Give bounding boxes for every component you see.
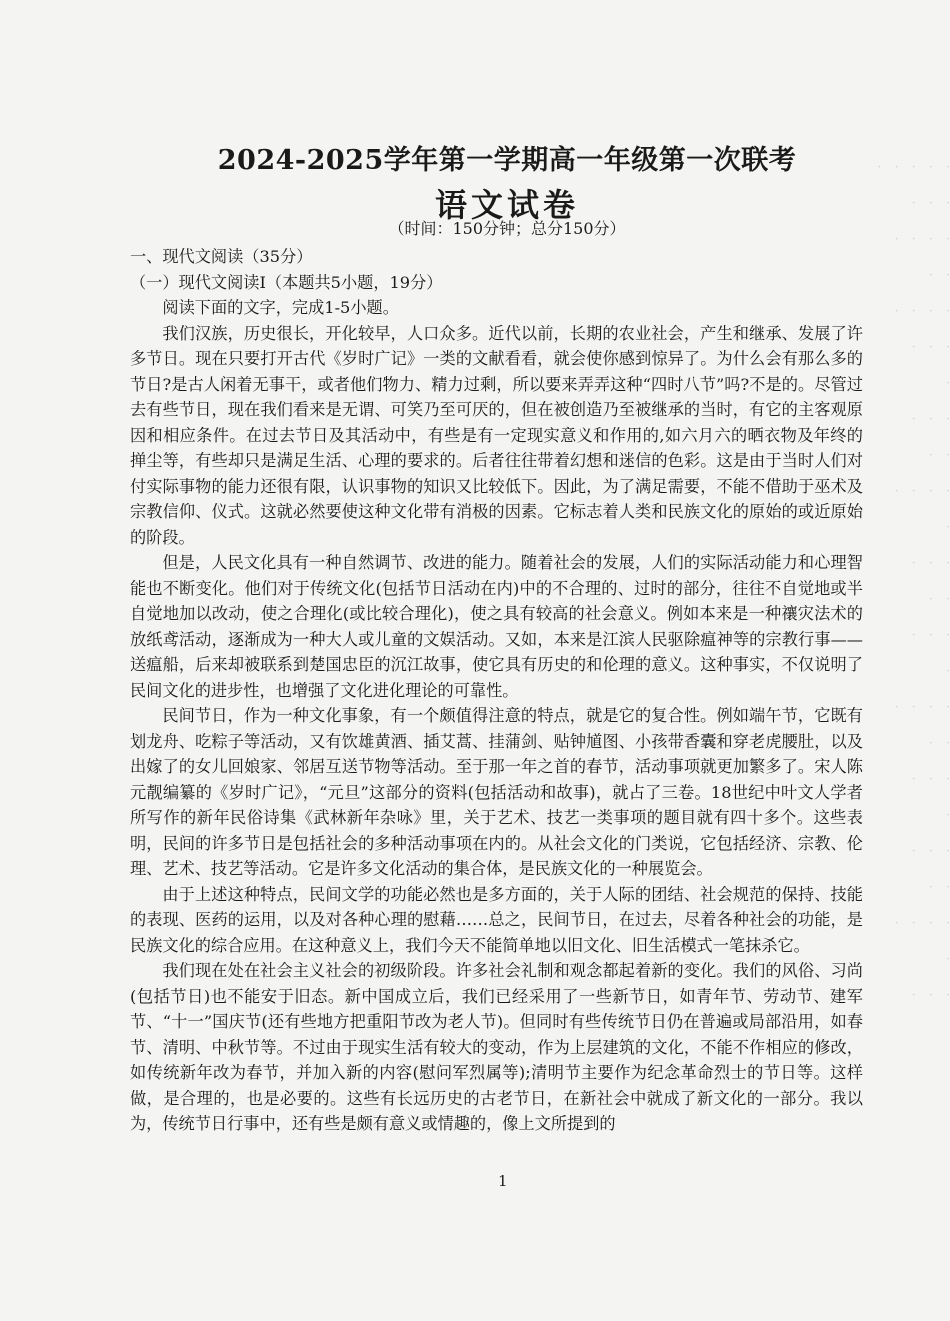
exam-title: 2024-2025学年第一学期高一年级第一次联考 xyxy=(217,145,797,176)
section-subheading: （一）现代文阅读Ⅰ（本题共5小题，19分） xyxy=(130,272,443,292)
exam-time-score: （时间：150分钟；总分150分） xyxy=(388,219,626,238)
passage-paragraph-2: 但是，人民文化具有一种自然调节、改进的能力。随着社会的发展，人们的实际活动能力和心理智能也不断变化。他们对于传统文化(包括节日活动在内)中的不合理的、过时的部分，往往不自觉地或半自觉地加以改动，使之合理化(或比较合理化)，使之具有较高的社会意义。例如本来是一种禳灾法术的放纸鸢活动，逐渐成为一种大人或儿童的文娱活动。又如，本来是江滨人民驱除瘟神等的宗教行事——送瘟船，后来却被联系到楚国忠臣的沉江故事，使它具有历史的和伦理的意义。这种事实，不仅说明了民间文化的进步性，也增强了文化进化理论的可靠性。 xyxy=(130,553,863,700)
exam-content xyxy=(130,244,863,1137)
page-number: 1 xyxy=(498,1172,508,1190)
passage-paragraph-3: 民间节日，作为一种文化事象，有一个颇值得注意的特点，就是它的复合性。例如端午节，它既有划龙舟、吃粽子等活动，又有饮雄黄酒、插艾蒿、挂蒲剑、贴钟馗图、小孩带香囊和穿老虎腰肚，以及出嫁了的女儿回娘家、邻居互送节物等活动。至于那一年之首的春节，活动事项就更加繁多了。宋人陈元靓编纂的《岁时广记》，“元旦”这部分的资料(包括活动和故事)，就占了三卷。18世纪中叶文人学者所写作的新年民俗诗集《武林新年杂咏》里，关于艺术、技艺一类事项的题目就有四十多个。这些表明，民间的许多节日是包括社会的多种活动事项在内的。从社会文化的门类说，它包括经济、宗教、伦理、艺术、技艺等活动。它是许多文化活动的集合体，是民族文化的一种展览会。 xyxy=(130,706,863,878)
section-heading: 一、现代文阅读（35分） xyxy=(130,247,313,266)
bleed-through-text: · · · · · · · · · · · · · · · · · · · · · · · · · · · · · · · · · · · · · · · · · · · · · · · · · · · · · · · · · · · · · · · · xyxy=(877,160,950,1003)
passage-paragraph-5: 我们现在处在社会主义社会的初级阶段。许多社会礼制和观念都起着新的变化。我们的风俗、习尚(包括节日)也不能安于旧态。新中国成立后，我们已经采用了一些新节日，如青年节、劳动节、建军节、“十一”国庆节(还有些地方把重阳节改为老人节)。但同时有些传统节日仍在普遍或局部沿用，如春节、清明、中秋节等。不过由于现实生活有较大的变动，作为上层建筑的文化，不能不作相应的修改，如传统新年改为春节，并加入新的内容(慰问军烈属等);清明节主要作为纪念革命烈士的节日等。这样做，是合理的，也是必要的。这些有长远历史的古老节日，在新社会中就成了新文化的一部分。我以为，传统节日行事中，还有些是颇有意义或情趣的，像上文所提到的 xyxy=(130,961,863,1133)
passage-paragraph-4: 由于上述这种特点，民间文学的功能必然也是多方面的，关于人际的团结、社会规范的保持、技能的表现、医药的运用，以及对各种心理的慰藉……总之，民间节日，在过去，尽着各种社会的功能，是民族文化的综合应用。在这种意义上，我们今天不能简单地以旧文化、旧生活模式一笔抹杀它。 xyxy=(130,884,863,955)
reading-instruction: 阅读下面的文字，完成1-5小题。 xyxy=(162,298,399,317)
passage-paragraph-1: 我们汉族，历史很长，开化较早，人口众多。近代以前，长期的农业社会，产生和继承、发展了许多节日。现在只要打开古代《岁时广记》一类的文献看看，就会使你感到惊异了。为什么会有那么多的节日?是古人闲着无事干，或者他们物力、精力过剩，所以要来弄弄这种“四时八节”吗?不是的。尽管过去有些节日，现在我们看来是无谓、可笑乃至可厌的，但在被创造乃至被继承的当时，有它的主客观原因和相应条件。在过去节日及其活动中，有些是有一定现实意义和作用的,如六月六的晒衣物及年终的掸尘等，有些却只是满足生活、心理的要求的。后者往往带着幻想和迷信的色彩。这是由于当时人们对付实际事物的能力还很有限，认识事物的知识又比较低下。因此，为了满足需要，不能不借助于巫术及宗教信仰、仪式。这就必然要使这种文化带有消极的因素。它标志着人类和民族文化的原始的或近原始的阶段。 xyxy=(130,323,863,547)
exam-subtitle: 语文试卷 xyxy=(434,186,579,224)
